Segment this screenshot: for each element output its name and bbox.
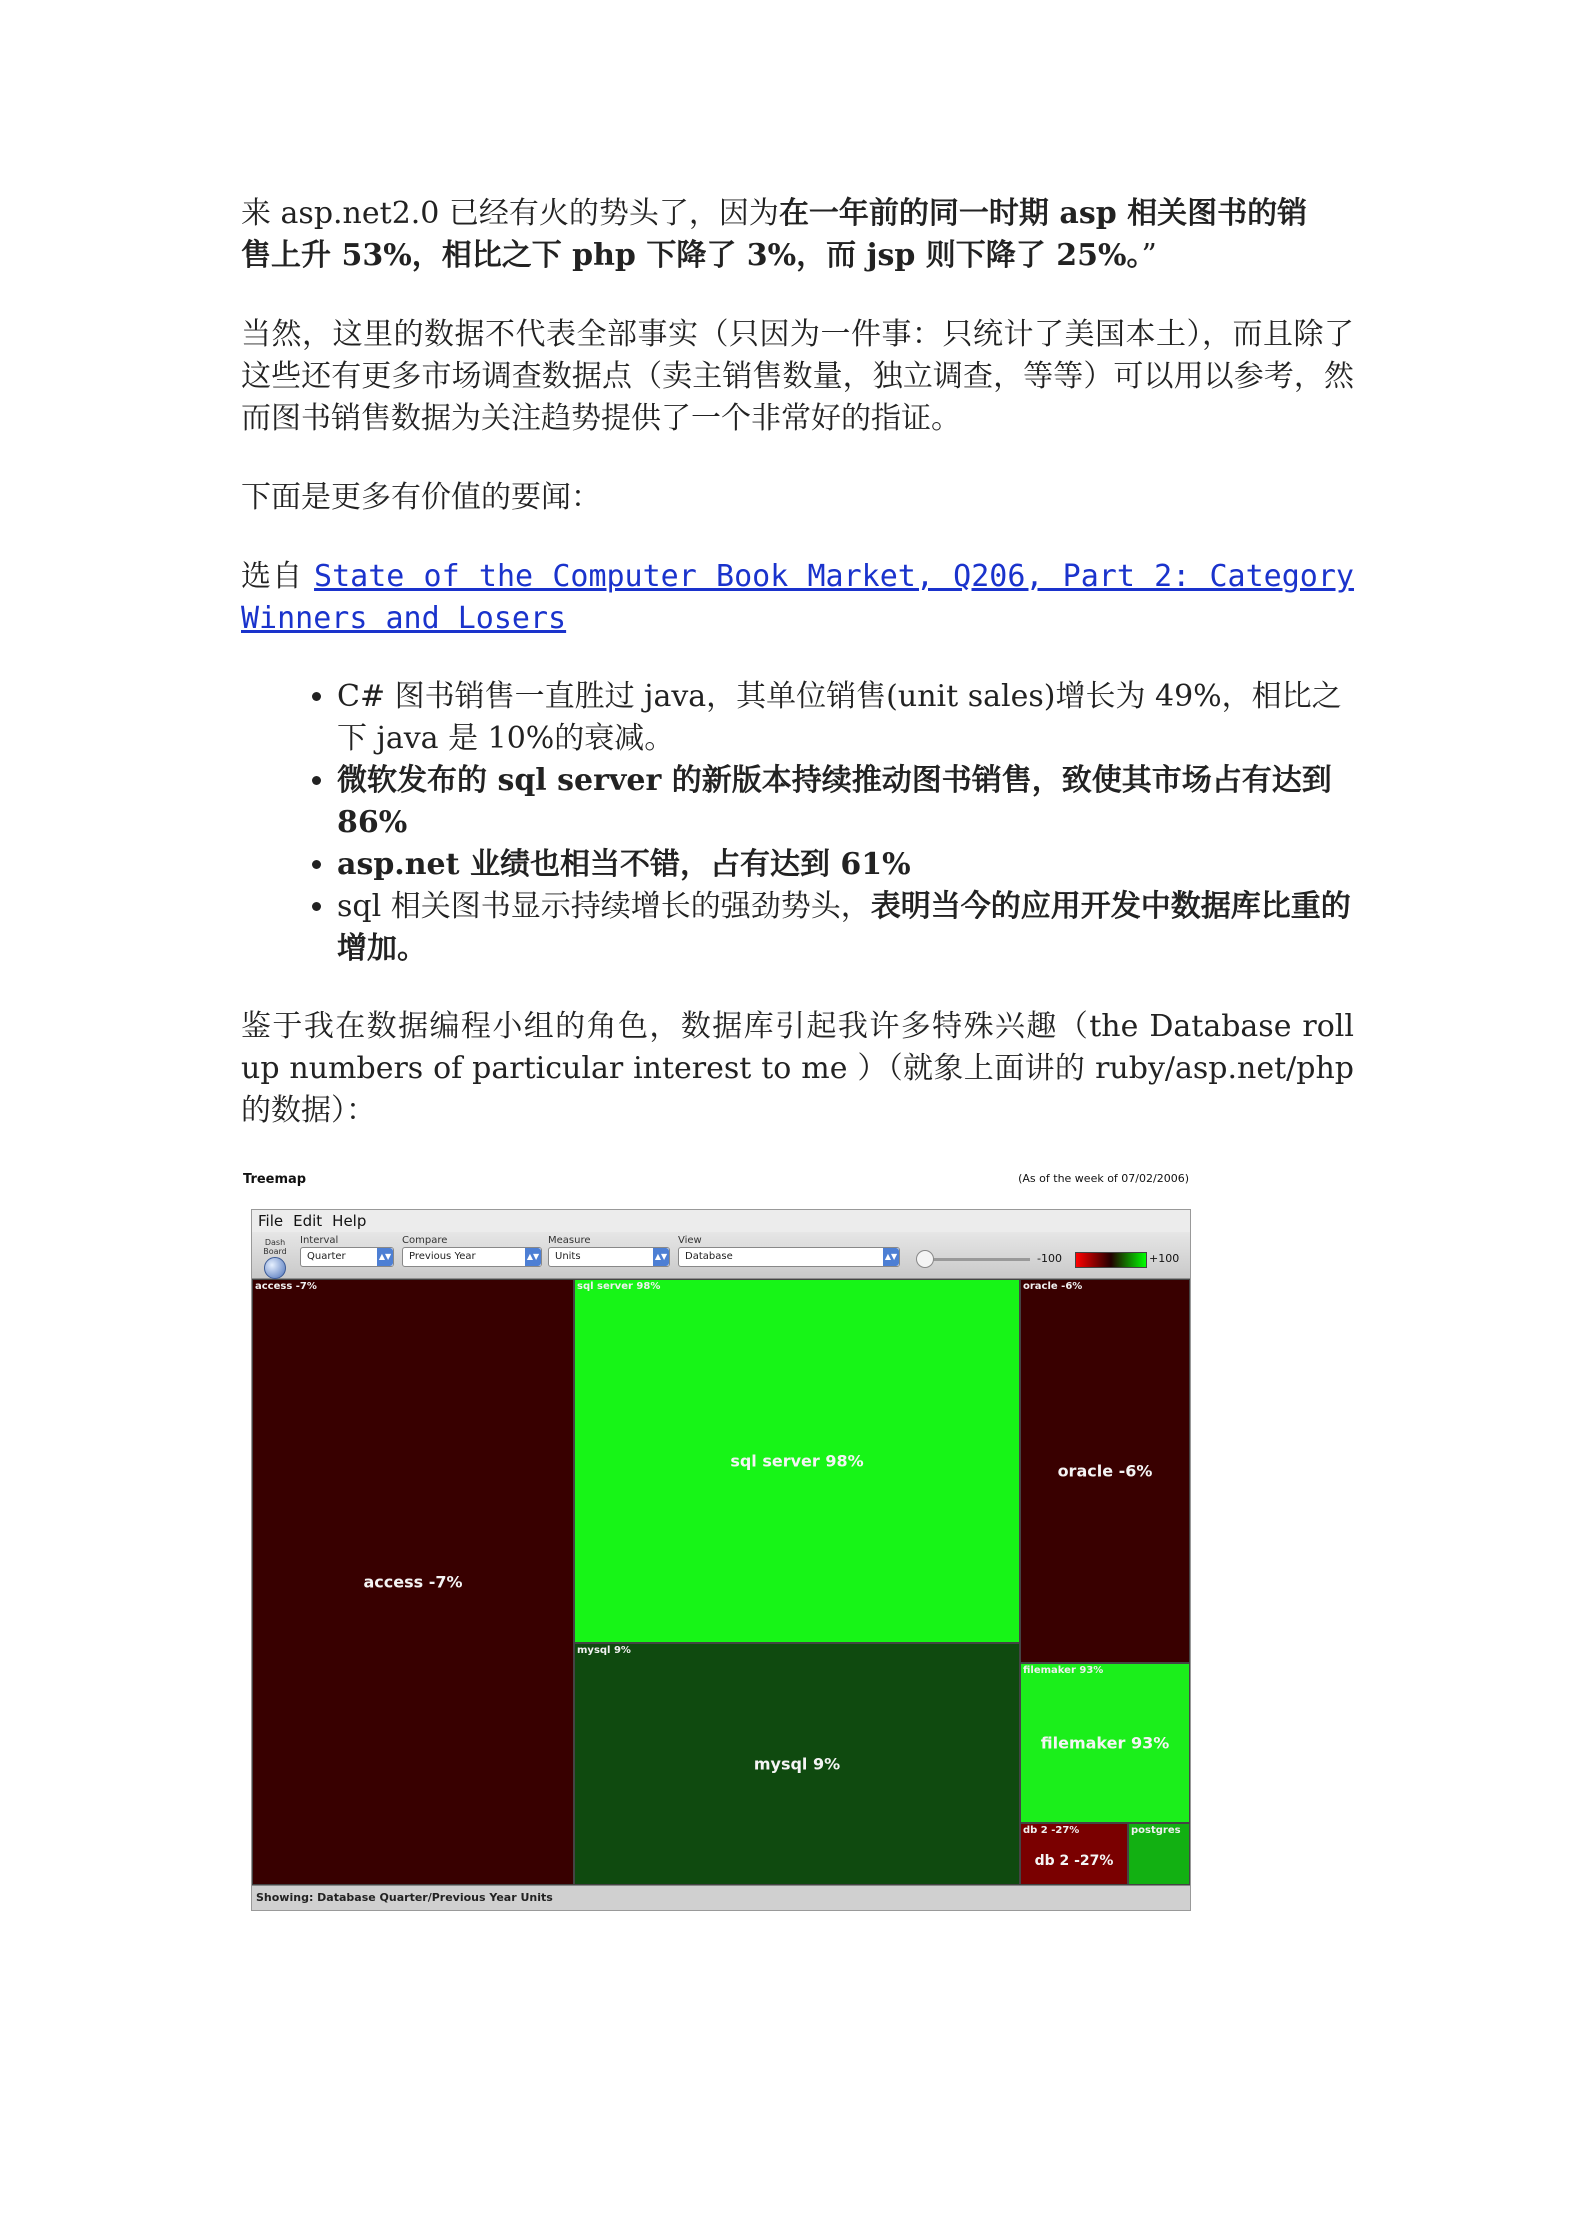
bullet-sql-books-plain: sql 相关图书显示持续增长的强劲势头， [337, 889, 871, 924]
cell-db2-corner-label: db 2 -27% [1023, 1825, 1080, 1836]
bullet-sql-books-bold: 表明当今的应用开发中数据库比重的增加。 [337, 889, 1351, 966]
view-value: Database [685, 1251, 733, 1262]
treemap-area [252, 1279, 1190, 1885]
paragraph-aspnet-sales [241, 193, 1354, 277]
cell-oracle-corner-label: oracle -6% [1023, 1281, 1083, 1292]
measure-label: Measure [548, 1235, 591, 1246]
menu-file[interactable]: File [258, 1212, 284, 1230]
compare-value: Previous Year [409, 1251, 476, 1262]
view-label: View [678, 1235, 702, 1246]
bullet-aspnet: • asp.net 业绩也相当不错，占有达到 61% [337, 844, 1354, 886]
interval-label: Interval [300, 1235, 339, 1246]
cell-postgres-corner-label: postgres [1131, 1825, 1181, 1836]
treemap-screenshot [241, 1172, 1189, 1910]
cell-filemaker-corner-label: filemaker 93% [1023, 1665, 1104, 1676]
status-bar: Showing: Database Quarter/Previous Year Units [252, 1885, 1190, 1910]
cell-mysql[interactable] [574, 1643, 1020, 1885]
updown-arrow-icon: ▲▼ [525, 1248, 541, 1266]
interval-select[interactable] [300, 1247, 394, 1267]
scale-high-label: +100 [1149, 1252, 1180, 1265]
menu-edit[interactable]: Edit [293, 1212, 323, 1230]
bullet-sql-server: • 微软发布的 sql server 的新版本持续推动图书销售，致使其市场占有达到 86% [337, 760, 1354, 844]
cell-oracle-label: oracle -6% [1057, 1461, 1153, 1481]
cell-sql-server[interactable] [574, 1279, 1020, 1643]
paragraph-aspnet-sales-bold-2: 售上升 53%，相比之下 php 下降了 3%，而 jsp 则下降了 25%。 [241, 238, 1142, 273]
cell-oracle[interactable] [1020, 1279, 1190, 1663]
zoom-slider-knob[interactable] [916, 1250, 934, 1268]
cell-db2-label: db 2 -27% [1034, 1853, 1114, 1870]
view-select[interactable] [678, 1247, 900, 1267]
cell-mysql-label: mysql 9% [753, 1754, 841, 1774]
treemap-window [251, 1209, 1191, 1911]
dashboard-button[interactable] [258, 1238, 292, 1274]
cell-filemaker-label: filemaker 93% [1040, 1733, 1170, 1753]
paragraph-aspnet-sales-intro: 来 asp.net2.0 已经有火的势头了，因为 [241, 196, 779, 231]
view-control [678, 1235, 900, 1267]
measure-control [548, 1235, 670, 1267]
news-bullet-list [241, 676, 1354, 970]
cell-access-label: access -7% [363, 1572, 463, 1592]
interval-control [300, 1235, 394, 1267]
interval-value: Quarter [307, 1251, 346, 1262]
paragraph-data-caveat: 当然，这里的数据不代表全部事实（只因为一件事：只统计了美国本土），而且除了这些还有更多市场调查数据点（卖主销售数量，独立调查，等等）可以用以参考，然而图书销售数据为关注趋势提供了一个非常好的指证。 [241, 317, 1354, 436]
cell-access[interactable] [252, 1279, 574, 1885]
updown-arrow-icon: ▲▼ [653, 1248, 669, 1266]
treemap-as-of-date: (As of the week of 07/02/2006) [1018, 1172, 1189, 1185]
bullet-csharp-java: • C# 图书销售一直胜过 java，其单位销售(unit sales)增长为 49%，相比之下 java 是 10%的衰减。 [337, 676, 1354, 760]
updown-arrow-icon: ▲▼ [377, 1248, 393, 1266]
cell-access-corner-label: access -7% [255, 1281, 317, 1292]
source-article-link[interactable]: State of the Computer Book Market, Q206, Part 2: Category Winners and Losers [241, 559, 1354, 636]
source-prefix: 选自 [241, 559, 304, 594]
paragraph-database-interest: 鉴于我在数据编程小组的角色，数据库引起我许多特殊兴趣（the Database roll up numbers of particular interest to me ）（就象上面讲的 ruby/asp.net/php 的数据）： [241, 1009, 1354, 1128]
paragraph-more-news: 下面是更多有价值的要闻： [241, 480, 601, 515]
paragraph-source [241, 556, 1354, 640]
cell-db2[interactable] [1020, 1823, 1128, 1885]
updown-arrow-icon: ▲▼ [883, 1248, 899, 1266]
menu-bar [252, 1210, 1190, 1232]
measure-select[interactable] [548, 1247, 670, 1267]
compare-label: Compare [402, 1235, 448, 1246]
bullet-sql-books [337, 886, 1354, 970]
cell-filemaker[interactable] [1020, 1663, 1190, 1823]
zoom-slider-track[interactable] [920, 1258, 1030, 1261]
cell-postgres[interactable] [1128, 1823, 1190, 1885]
color-scale-bar [1075, 1252, 1147, 1268]
compare-select[interactable] [402, 1247, 542, 1267]
menu-help[interactable]: Help [332, 1212, 367, 1230]
scale-low-label: -100 [1037, 1252, 1062, 1265]
cell-mysql-corner-label: mysql 9% [577, 1645, 631, 1656]
cell-sql-server-label: sql server 98% [730, 1451, 864, 1471]
treemap-title: Treemap [243, 1172, 307, 1187]
globe-icon [264, 1257, 286, 1279]
dashboard-label: Dash Board [263, 1238, 287, 1256]
paragraph-aspnet-sales-end: ” [1141, 238, 1157, 273]
measure-value: Units [555, 1251, 581, 1262]
compare-control [402, 1235, 542, 1267]
cell-sql-server-corner-label: sql server 98% [577, 1281, 661, 1292]
paragraph-aspnet-sales-bold-1: 在一年前的同一时期 asp 相关图书的销 [778, 196, 1308, 231]
toolbar [252, 1232, 1190, 1279]
